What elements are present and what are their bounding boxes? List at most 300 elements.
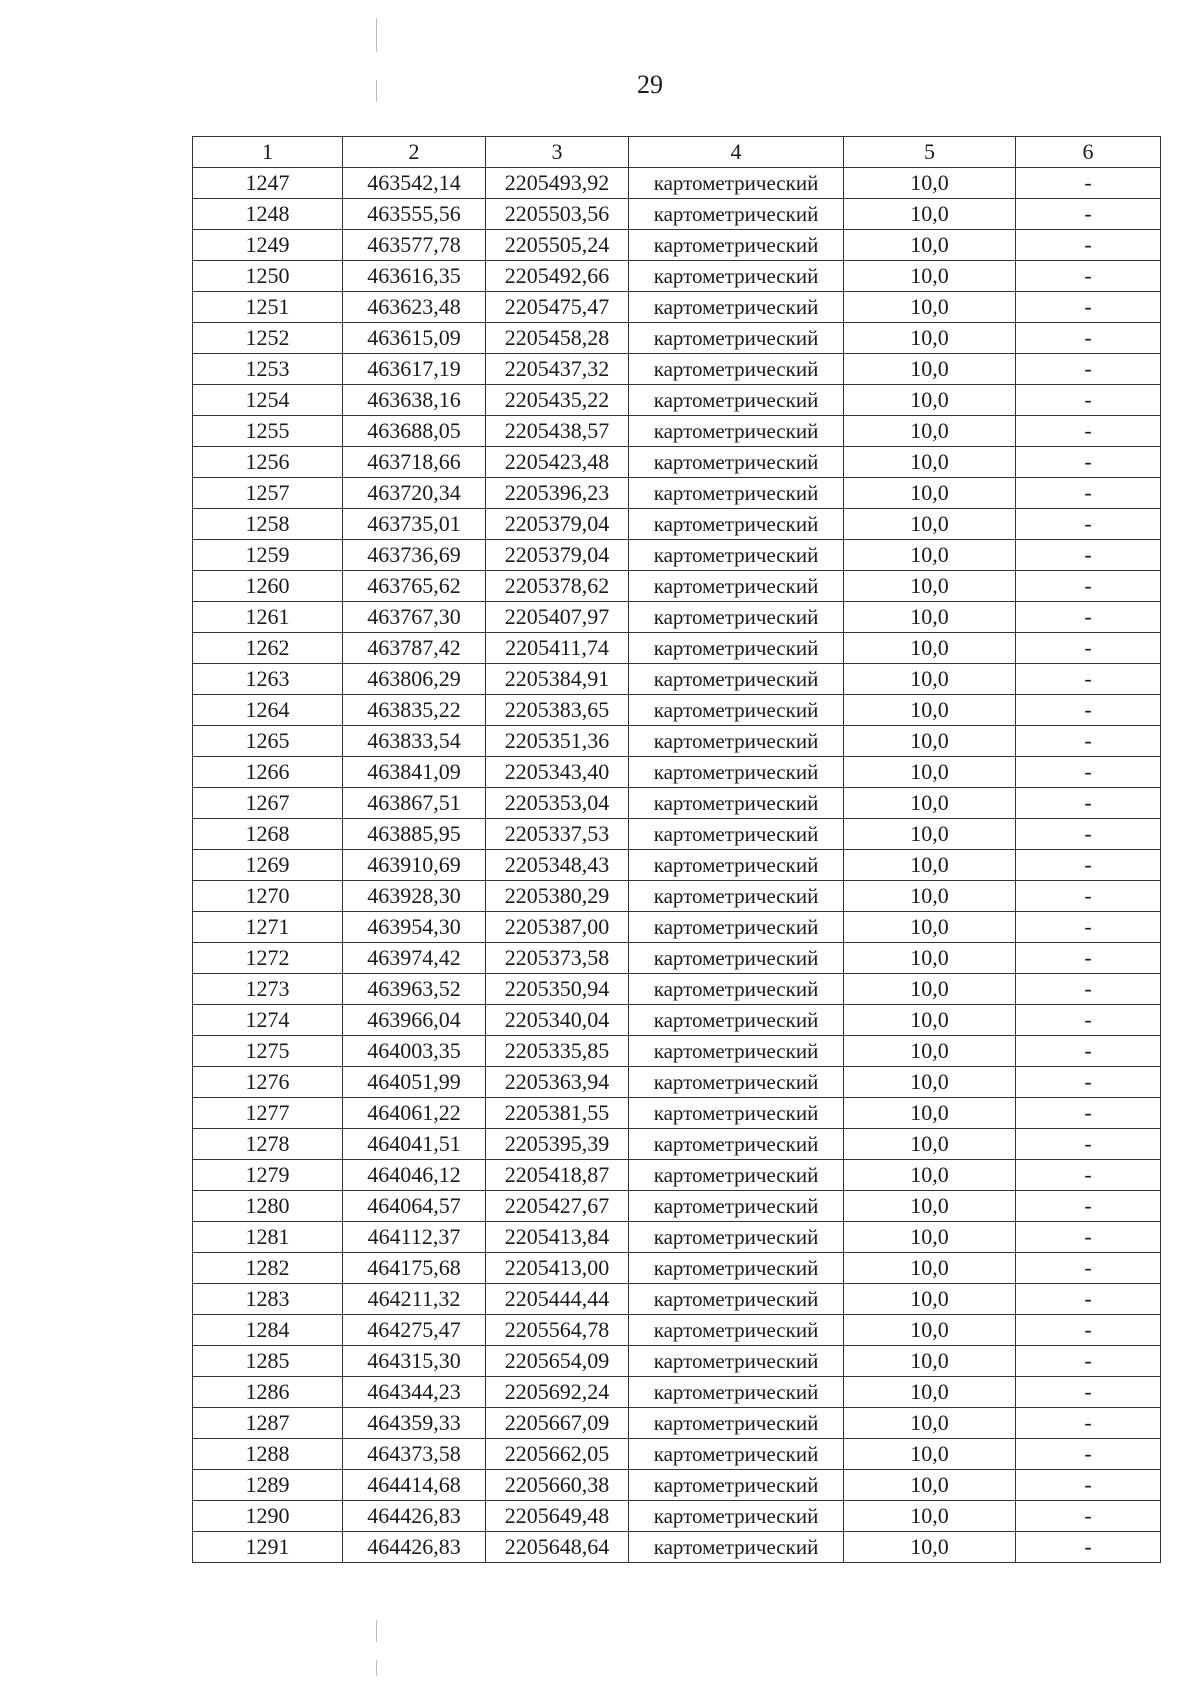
point-number-cell: 1285 bbox=[193, 1346, 343, 1377]
description-cell: - bbox=[1016, 447, 1161, 478]
accuracy-cell: 10,0 bbox=[844, 602, 1016, 633]
y-coordinate-cell: 2205423,48 bbox=[486, 447, 629, 478]
table-row bbox=[193, 509, 1161, 540]
y-coordinate-cell: 2205378,62 bbox=[486, 571, 629, 602]
x-coordinate-cell: 463623,48 bbox=[343, 292, 486, 323]
y-coordinate-cell: 2205379,04 bbox=[486, 509, 629, 540]
column-header: 4 bbox=[629, 137, 844, 168]
point-number-cell: 1277 bbox=[193, 1098, 343, 1129]
point-number-cell: 1265 bbox=[193, 726, 343, 757]
table-row bbox=[193, 292, 1161, 323]
x-coordinate-cell: 463787,42 bbox=[343, 633, 486, 664]
y-coordinate-cell: 2205363,94 bbox=[486, 1067, 629, 1098]
scan-artifact-line bbox=[376, 1660, 377, 1676]
y-coordinate-cell: 2205493,92 bbox=[486, 168, 629, 199]
table-row bbox=[193, 1284, 1161, 1315]
point-number-cell: 1249 bbox=[193, 230, 343, 261]
method-cell: картометрический bbox=[629, 168, 844, 199]
point-number-cell: 1267 bbox=[193, 788, 343, 819]
accuracy-cell: 10,0 bbox=[844, 1191, 1016, 1222]
x-coordinate-cell: 464426,83 bbox=[343, 1501, 486, 1532]
description-cell: - bbox=[1016, 292, 1161, 323]
accuracy-cell: 10,0 bbox=[844, 1222, 1016, 1253]
x-coordinate-cell: 463963,52 bbox=[343, 974, 486, 1005]
method-cell: картометрический bbox=[629, 385, 844, 416]
accuracy-cell: 10,0 bbox=[844, 1036, 1016, 1067]
table-row bbox=[193, 385, 1161, 416]
point-number-cell: 1258 bbox=[193, 509, 343, 540]
x-coordinate-cell: 463885,95 bbox=[343, 819, 486, 850]
description-cell: - bbox=[1016, 416, 1161, 447]
description-cell: - bbox=[1016, 168, 1161, 199]
x-coordinate-cell: 463735,01 bbox=[343, 509, 486, 540]
point-number-cell: 1278 bbox=[193, 1129, 343, 1160]
table-row bbox=[193, 1098, 1161, 1129]
accuracy-cell: 10,0 bbox=[844, 850, 1016, 881]
accuracy-cell: 10,0 bbox=[844, 1005, 1016, 1036]
table-row bbox=[193, 1315, 1161, 1346]
y-coordinate-cell: 2205413,84 bbox=[486, 1222, 629, 1253]
x-coordinate-cell: 464061,22 bbox=[343, 1098, 486, 1129]
y-coordinate-cell: 2205503,56 bbox=[486, 199, 629, 230]
y-coordinate-cell: 2205350,94 bbox=[486, 974, 629, 1005]
accuracy-cell: 10,0 bbox=[844, 695, 1016, 726]
method-cell: картометрический bbox=[629, 788, 844, 819]
method-cell: картометрический bbox=[629, 292, 844, 323]
y-coordinate-cell: 2205438,57 bbox=[486, 416, 629, 447]
accuracy-cell: 10,0 bbox=[844, 1098, 1016, 1129]
method-cell: картометрический bbox=[629, 354, 844, 385]
x-coordinate-cell: 464041,51 bbox=[343, 1129, 486, 1160]
method-cell: картометрический bbox=[629, 974, 844, 1005]
table-row bbox=[193, 168, 1161, 199]
description-cell: - bbox=[1016, 1408, 1161, 1439]
point-number-cell: 1250 bbox=[193, 261, 343, 292]
method-cell: картометрический bbox=[629, 323, 844, 354]
point-number-cell: 1282 bbox=[193, 1253, 343, 1284]
table-body bbox=[193, 168, 1161, 1563]
point-number-cell: 1290 bbox=[193, 1501, 343, 1532]
method-cell: картометрический bbox=[629, 1532, 844, 1563]
method-cell: картометрический bbox=[629, 1160, 844, 1191]
method-cell: картометрический bbox=[629, 881, 844, 912]
point-number-cell: 1262 bbox=[193, 633, 343, 664]
point-number-cell: 1284 bbox=[193, 1315, 343, 1346]
x-coordinate-cell: 463910,69 bbox=[343, 850, 486, 881]
accuracy-cell: 10,0 bbox=[844, 509, 1016, 540]
accuracy-cell: 10,0 bbox=[844, 819, 1016, 850]
y-coordinate-cell: 2205435,22 bbox=[486, 385, 629, 416]
y-coordinate-cell: 2205648,64 bbox=[486, 1532, 629, 1563]
point-number-cell: 1266 bbox=[193, 757, 343, 788]
table-row bbox=[193, 726, 1161, 757]
table-row bbox=[193, 1191, 1161, 1222]
description-cell: - bbox=[1016, 199, 1161, 230]
point-number-cell: 1287 bbox=[193, 1408, 343, 1439]
table-row bbox=[193, 571, 1161, 602]
table-row bbox=[193, 757, 1161, 788]
description-cell: - bbox=[1016, 1532, 1161, 1563]
y-coordinate-cell: 2205418,87 bbox=[486, 1160, 629, 1191]
y-coordinate-cell: 2205458,28 bbox=[486, 323, 629, 354]
x-coordinate-cell: 464275,47 bbox=[343, 1315, 486, 1346]
accuracy-cell: 10,0 bbox=[844, 943, 1016, 974]
description-cell: - bbox=[1016, 478, 1161, 509]
point-number-cell: 1286 bbox=[193, 1377, 343, 1408]
accuracy-cell: 10,0 bbox=[844, 788, 1016, 819]
x-coordinate-cell: 463736,69 bbox=[343, 540, 486, 571]
y-coordinate-cell: 2205343,40 bbox=[486, 757, 629, 788]
point-number-cell: 1247 bbox=[193, 168, 343, 199]
accuracy-cell: 10,0 bbox=[844, 571, 1016, 602]
method-cell: картометрический bbox=[629, 1005, 844, 1036]
accuracy-cell: 10,0 bbox=[844, 292, 1016, 323]
x-coordinate-cell: 464003,35 bbox=[343, 1036, 486, 1067]
column-header: 2 bbox=[343, 137, 486, 168]
point-number-cell: 1291 bbox=[193, 1532, 343, 1563]
y-coordinate-cell: 2205395,39 bbox=[486, 1129, 629, 1160]
accuracy-cell: 10,0 bbox=[844, 1284, 1016, 1315]
table-row bbox=[193, 1377, 1161, 1408]
method-cell: картометрический bbox=[629, 912, 844, 943]
description-cell: - bbox=[1016, 1036, 1161, 1067]
y-coordinate-cell: 2205437,32 bbox=[486, 354, 629, 385]
y-coordinate-cell: 2205407,97 bbox=[486, 602, 629, 633]
description-cell: - bbox=[1016, 1160, 1161, 1191]
description-cell: - bbox=[1016, 1005, 1161, 1036]
point-number-cell: 1251 bbox=[193, 292, 343, 323]
point-number-cell: 1259 bbox=[193, 540, 343, 571]
y-coordinate-cell: 2205564,78 bbox=[486, 1315, 629, 1346]
column-header: 5 bbox=[844, 137, 1016, 168]
x-coordinate-cell: 463806,29 bbox=[343, 664, 486, 695]
point-number-cell: 1270 bbox=[193, 881, 343, 912]
description-cell: - bbox=[1016, 385, 1161, 416]
table-row bbox=[193, 1036, 1161, 1067]
x-coordinate-cell: 464051,99 bbox=[343, 1067, 486, 1098]
point-number-cell: 1276 bbox=[193, 1067, 343, 1098]
point-number-cell: 1256 bbox=[193, 447, 343, 478]
description-cell: - bbox=[1016, 726, 1161, 757]
method-cell: картометрический bbox=[629, 230, 844, 261]
description-cell: - bbox=[1016, 354, 1161, 385]
x-coordinate-cell: 463638,16 bbox=[343, 385, 486, 416]
table-row bbox=[193, 664, 1161, 695]
accuracy-cell: 10,0 bbox=[844, 1532, 1016, 1563]
point-number-cell: 1255 bbox=[193, 416, 343, 447]
point-number-cell: 1268 bbox=[193, 819, 343, 850]
point-number-cell: 1253 bbox=[193, 354, 343, 385]
point-number-cell: 1275 bbox=[193, 1036, 343, 1067]
method-cell: картометрический bbox=[629, 540, 844, 571]
description-cell: - bbox=[1016, 1439, 1161, 1470]
table-row bbox=[193, 1067, 1161, 1098]
column-header: 1 bbox=[193, 137, 343, 168]
method-cell: картометрический bbox=[629, 261, 844, 292]
accuracy-cell: 10,0 bbox=[844, 1439, 1016, 1470]
method-cell: картометрический bbox=[629, 447, 844, 478]
y-coordinate-cell: 2205348,43 bbox=[486, 850, 629, 881]
column-header: 3 bbox=[486, 137, 629, 168]
description-cell: - bbox=[1016, 695, 1161, 726]
table-row bbox=[193, 1160, 1161, 1191]
method-cell: картометрический bbox=[629, 571, 844, 602]
description-cell: - bbox=[1016, 1222, 1161, 1253]
table-row bbox=[193, 1501, 1161, 1532]
table-row bbox=[193, 540, 1161, 571]
accuracy-cell: 10,0 bbox=[844, 168, 1016, 199]
x-coordinate-cell: 463928,30 bbox=[343, 881, 486, 912]
point-number-cell: 1283 bbox=[193, 1284, 343, 1315]
y-coordinate-cell: 2205692,24 bbox=[486, 1377, 629, 1408]
accuracy-cell: 10,0 bbox=[844, 199, 1016, 230]
table-row bbox=[193, 261, 1161, 292]
table-row bbox=[193, 602, 1161, 633]
accuracy-cell: 10,0 bbox=[844, 230, 1016, 261]
description-cell: - bbox=[1016, 912, 1161, 943]
x-coordinate-cell: 463615,09 bbox=[343, 323, 486, 354]
page-number: 29 bbox=[637, 70, 663, 99]
table-row bbox=[193, 881, 1161, 912]
table-row bbox=[193, 1346, 1161, 1377]
table-row bbox=[193, 695, 1161, 726]
accuracy-cell: 10,0 bbox=[844, 726, 1016, 757]
accuracy-cell: 10,0 bbox=[844, 757, 1016, 788]
x-coordinate-cell: 463841,09 bbox=[343, 757, 486, 788]
table-row bbox=[193, 1470, 1161, 1501]
y-coordinate-cell: 2205384,91 bbox=[486, 664, 629, 695]
x-coordinate-cell: 464046,12 bbox=[343, 1160, 486, 1191]
method-cell: картометрический bbox=[629, 602, 844, 633]
table-row bbox=[193, 416, 1161, 447]
description-cell: - bbox=[1016, 757, 1161, 788]
description-cell: - bbox=[1016, 819, 1161, 850]
description-cell: - bbox=[1016, 1191, 1161, 1222]
accuracy-cell: 10,0 bbox=[844, 1129, 1016, 1160]
y-coordinate-cell: 2205351,36 bbox=[486, 726, 629, 757]
x-coordinate-cell: 463867,51 bbox=[343, 788, 486, 819]
y-coordinate-cell: 2205649,48 bbox=[486, 1501, 629, 1532]
description-cell: - bbox=[1016, 788, 1161, 819]
method-cell: картометрический bbox=[629, 850, 844, 881]
y-coordinate-cell: 2205340,04 bbox=[486, 1005, 629, 1036]
table-row bbox=[193, 230, 1161, 261]
description-cell: - bbox=[1016, 1470, 1161, 1501]
x-coordinate-cell: 463718,66 bbox=[343, 447, 486, 478]
point-number-cell: 1288 bbox=[193, 1439, 343, 1470]
scan-artifact-line bbox=[376, 1620, 377, 1642]
table-row bbox=[193, 354, 1161, 385]
description-cell: - bbox=[1016, 664, 1161, 695]
accuracy-cell: 10,0 bbox=[844, 540, 1016, 571]
x-coordinate-cell: 463555,56 bbox=[343, 199, 486, 230]
table-row bbox=[193, 1253, 1161, 1284]
method-cell: картометрический bbox=[629, 1036, 844, 1067]
table-row bbox=[193, 1532, 1161, 1563]
description-cell: - bbox=[1016, 1377, 1161, 1408]
method-cell: картометрический bbox=[629, 664, 844, 695]
point-number-cell: 1263 bbox=[193, 664, 343, 695]
method-cell: картометрический bbox=[629, 726, 844, 757]
table-row bbox=[193, 943, 1161, 974]
description-cell: - bbox=[1016, 1129, 1161, 1160]
method-cell: картометрический bbox=[629, 1315, 844, 1346]
method-cell: картометрический bbox=[629, 943, 844, 974]
x-coordinate-cell: 464211,32 bbox=[343, 1284, 486, 1315]
x-coordinate-cell: 464175,68 bbox=[343, 1253, 486, 1284]
accuracy-cell: 10,0 bbox=[844, 1160, 1016, 1191]
point-number-cell: 1269 bbox=[193, 850, 343, 881]
description-cell: - bbox=[1016, 571, 1161, 602]
method-cell: картометрический bbox=[629, 1408, 844, 1439]
x-coordinate-cell: 463954,30 bbox=[343, 912, 486, 943]
table-row bbox=[193, 1005, 1161, 1036]
point-number-cell: 1271 bbox=[193, 912, 343, 943]
y-coordinate-cell: 2205353,04 bbox=[486, 788, 629, 819]
point-number-cell: 1274 bbox=[193, 1005, 343, 1036]
method-cell: картометрический bbox=[629, 1346, 844, 1377]
y-coordinate-cell: 2205427,67 bbox=[486, 1191, 629, 1222]
accuracy-cell: 10,0 bbox=[844, 1253, 1016, 1284]
y-coordinate-cell: 2205505,24 bbox=[486, 230, 629, 261]
description-cell: - bbox=[1016, 323, 1161, 354]
accuracy-cell: 10,0 bbox=[844, 881, 1016, 912]
table-row bbox=[193, 478, 1161, 509]
y-coordinate-cell: 2205654,09 bbox=[486, 1346, 629, 1377]
method-cell: картометрический bbox=[629, 1501, 844, 1532]
accuracy-cell: 10,0 bbox=[844, 1501, 1016, 1532]
coordinates-table bbox=[192, 136, 1161, 1563]
y-coordinate-cell: 2205373,58 bbox=[486, 943, 629, 974]
x-coordinate-cell: 463835,22 bbox=[343, 695, 486, 726]
y-coordinate-cell: 2205411,74 bbox=[486, 633, 629, 664]
accuracy-cell: 10,0 bbox=[844, 416, 1016, 447]
x-coordinate-cell: 463617,19 bbox=[343, 354, 486, 385]
method-cell: картометрический bbox=[629, 819, 844, 850]
point-number-cell: 1281 bbox=[193, 1222, 343, 1253]
y-coordinate-cell: 2205381,55 bbox=[486, 1098, 629, 1129]
description-cell: - bbox=[1016, 1346, 1161, 1377]
y-coordinate-cell: 2205475,47 bbox=[486, 292, 629, 323]
method-cell: картометрический bbox=[629, 509, 844, 540]
point-number-cell: 1257 bbox=[193, 478, 343, 509]
x-coordinate-cell: 463833,54 bbox=[343, 726, 486, 757]
accuracy-cell: 10,0 bbox=[844, 664, 1016, 695]
method-cell: картометрический bbox=[629, 1098, 844, 1129]
point-number-cell: 1248 bbox=[193, 199, 343, 230]
description-cell: - bbox=[1016, 1067, 1161, 1098]
accuracy-cell: 10,0 bbox=[844, 447, 1016, 478]
accuracy-cell: 10,0 bbox=[844, 354, 1016, 385]
x-coordinate-cell: 464112,37 bbox=[343, 1222, 486, 1253]
description-cell: - bbox=[1016, 943, 1161, 974]
header-row bbox=[193, 137, 1161, 168]
method-cell: картометрический bbox=[629, 1284, 844, 1315]
accuracy-cell: 10,0 bbox=[844, 1408, 1016, 1439]
table-row bbox=[193, 850, 1161, 881]
method-cell: картометрический bbox=[629, 695, 844, 726]
accuracy-cell: 10,0 bbox=[844, 912, 1016, 943]
accuracy-cell: 10,0 bbox=[844, 1346, 1016, 1377]
description-cell: - bbox=[1016, 1315, 1161, 1346]
accuracy-cell: 10,0 bbox=[844, 385, 1016, 416]
x-coordinate-cell: 463577,78 bbox=[343, 230, 486, 261]
y-coordinate-cell: 2205667,09 bbox=[486, 1408, 629, 1439]
method-cell: картометрический bbox=[629, 1470, 844, 1501]
x-coordinate-cell: 463616,35 bbox=[343, 261, 486, 292]
x-coordinate-cell: 464359,33 bbox=[343, 1408, 486, 1439]
x-coordinate-cell: 464344,23 bbox=[343, 1377, 486, 1408]
table-row bbox=[193, 1129, 1161, 1160]
y-coordinate-cell: 2205335,85 bbox=[486, 1036, 629, 1067]
point-number-cell: 1273 bbox=[193, 974, 343, 1005]
table-header bbox=[193, 137, 1161, 168]
accuracy-cell: 10,0 bbox=[844, 1377, 1016, 1408]
x-coordinate-cell: 463688,05 bbox=[343, 416, 486, 447]
method-cell: картометрический bbox=[629, 1067, 844, 1098]
accuracy-cell: 10,0 bbox=[844, 323, 1016, 354]
scan-artifact-line bbox=[376, 80, 377, 102]
accuracy-cell: 10,0 bbox=[844, 633, 1016, 664]
x-coordinate-cell: 464315,30 bbox=[343, 1346, 486, 1377]
x-coordinate-cell: 464373,58 bbox=[343, 1439, 486, 1470]
table-row bbox=[193, 1408, 1161, 1439]
method-cell: картометрический bbox=[629, 199, 844, 230]
method-cell: картометрический bbox=[629, 478, 844, 509]
description-cell: - bbox=[1016, 881, 1161, 912]
x-coordinate-cell: 464064,57 bbox=[343, 1191, 486, 1222]
method-cell: картометрический bbox=[629, 757, 844, 788]
point-number-cell: 1264 bbox=[193, 695, 343, 726]
x-coordinate-cell: 463720,34 bbox=[343, 478, 486, 509]
y-coordinate-cell: 2205444,44 bbox=[486, 1284, 629, 1315]
method-cell: картометрический bbox=[629, 1377, 844, 1408]
point-number-cell: 1254 bbox=[193, 385, 343, 416]
x-coordinate-cell: 463765,62 bbox=[343, 571, 486, 602]
x-coordinate-cell: 463974,42 bbox=[343, 943, 486, 974]
x-coordinate-cell: 463542,14 bbox=[343, 168, 486, 199]
method-cell: картометрический bbox=[629, 1191, 844, 1222]
description-cell: - bbox=[1016, 1501, 1161, 1532]
table-row bbox=[193, 819, 1161, 850]
accuracy-cell: 10,0 bbox=[844, 261, 1016, 292]
y-coordinate-cell: 2205660,38 bbox=[486, 1470, 629, 1501]
point-number-cell: 1252 bbox=[193, 323, 343, 354]
description-cell: - bbox=[1016, 633, 1161, 664]
description-cell: - bbox=[1016, 1284, 1161, 1315]
accuracy-cell: 10,0 bbox=[844, 974, 1016, 1005]
y-coordinate-cell: 2205379,04 bbox=[486, 540, 629, 571]
accuracy-cell: 10,0 bbox=[844, 1315, 1016, 1346]
y-coordinate-cell: 2205662,05 bbox=[486, 1439, 629, 1470]
y-coordinate-cell: 2205413,00 bbox=[486, 1253, 629, 1284]
x-coordinate-cell: 464426,83 bbox=[343, 1532, 486, 1563]
accuracy-cell: 10,0 bbox=[844, 478, 1016, 509]
method-cell: картометрический bbox=[629, 1222, 844, 1253]
table-row bbox=[193, 1439, 1161, 1470]
description-cell: - bbox=[1016, 974, 1161, 1005]
x-coordinate-cell: 463966,04 bbox=[343, 1005, 486, 1036]
method-cell: картометрический bbox=[629, 1253, 844, 1284]
description-cell: - bbox=[1016, 1253, 1161, 1284]
table-row bbox=[193, 788, 1161, 819]
x-coordinate-cell: 463767,30 bbox=[343, 602, 486, 633]
y-coordinate-cell: 2205387,00 bbox=[486, 912, 629, 943]
scan-artifact-line bbox=[376, 18, 377, 52]
y-coordinate-cell: 2205380,29 bbox=[486, 881, 629, 912]
point-number-cell: 1260 bbox=[193, 571, 343, 602]
table-row bbox=[193, 974, 1161, 1005]
